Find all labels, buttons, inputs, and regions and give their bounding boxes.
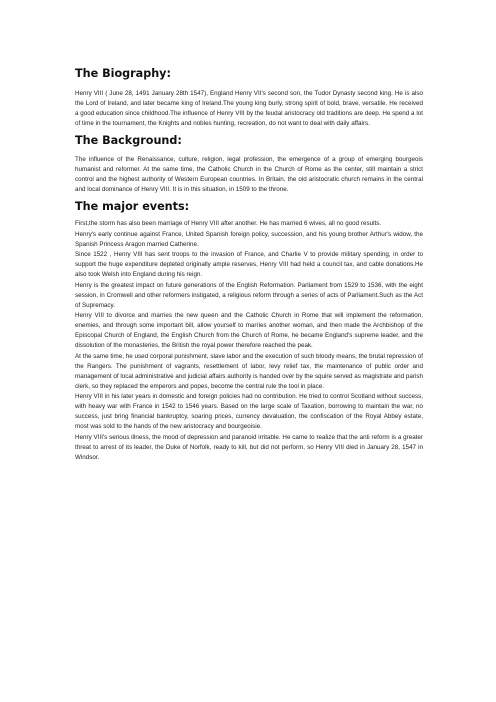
paragraph: Henry VIII to divorce and marries the new queen and the Catholic Church in Rome that will implement the reformation, enemies, and through some important bill, allow yourself to marries another woman, and then made the Archbishop of the Episcopal Church of England, the English Church from the Church of Rome, he became England's supreme leader, and the dissolution of the monasteries, the British the royal power therefore reached the peak.	[75, 312, 423, 349]
section-heading: The Biography:	[75, 67, 171, 80]
paragraph: Henry VIII ( June 28, 1491 January 28th 1547), England Henry VII's second son, the Tudor Dynasty second king. He is also the Lord of Ireland, and later became king of Ireland.The young king burly, strong spirit of bold, brave, versatile. He received a good education since childhood.The influence of Henry VIII by the feudal aristocracy old traditions are deep. He spend a lot of time in the tournament, the Knights and nobles hunting, recreation, do not want to deal with daily affairs.	[75, 90, 423, 127]
paragraph: Henry VIII's serious illness, the mood of depression and paranoid irritable. He came to realize that the anti reform is a greater threat to arrest of its leader, the Duke of Norfolk, ready to kill, but did not perform, so Henry VIII died in January 28, 1547 in Windsor.	[75, 433, 423, 461]
section-heading: The major events:	[75, 200, 190, 213]
paragraph: Since 1522 , Henry VIII has sent troops to the invasion of France, and Charlie V to provide military spending, in order to support the huge expenditure depleted originally ample reserves, Henry VIII had held a council tax, and cable donations.He also took Welsh into England during his reign.	[75, 251, 423, 278]
paragraph: Henry VIII in his later years in domestic and foreign policies had no contribution. He tried to control Scotland without success, with heavy war with France in 1542 to 1546 years. Based on the large scale of Taxation, borrowing to maintain the war, no success, just bring financial bankruptcy, soaring prices, currency devaluation, the confiscation of the Royal Abbey estate, most was sold to the hands of the new aristocracy and bourgeoisie.	[75, 393, 423, 430]
paragraph: Henry's early continue against France, United Spanish foreign policy, succession, and his young brother Arthur's widow, the Spanish Princess Aragon married Catherine.	[75, 230, 423, 248]
section-biography	[75, 66, 423, 129]
paragraph: The influence of the Renaissance, culture, religion, legal profession, the emergence of a group of emerging bourgeois humanist and reformer. At the same time, the Catholic Church in the Church of Rome as the center, still maintain a strict control and the highest authority of Western European countries. In Britain, the old aristocratic church remains in the central and local dominance of Henry VIII. It is in this situation, in 1509 to the throne.	[75, 156, 423, 193]
paragraph: First,the storm has also been marriage of Henry VIII after another. He has married 6 wives, all no good results.	[75, 220, 382, 227]
document-page	[75, 62, 423, 463]
section-heading: The Background:	[75, 134, 182, 147]
section-major-events	[75, 199, 423, 463]
paragraph: At the same time, he used corporal punishment, slave labor and the execution of such bloody means, the brutal repression of the Rangers. The punishment of vagrants, resettlement of labor, levy relief tax, the maintenance of public order and management of local administrative and judicial affairs authority is handed over by the squire served as magistrate and parish clerk, so they replaced the emperors and popes, become the central rule the tool in place.	[75, 352, 423, 390]
section-background	[75, 133, 423, 195]
paragraph: Henry is the greatest impact on future generations of the English Reformation. Parliament from 1529 to 1536, with the eight session, in Cromwell and other reformers instigated, a religious reform through a series of acts of Parliament.Such as the Act of Supremacy.	[75, 281, 423, 309]
